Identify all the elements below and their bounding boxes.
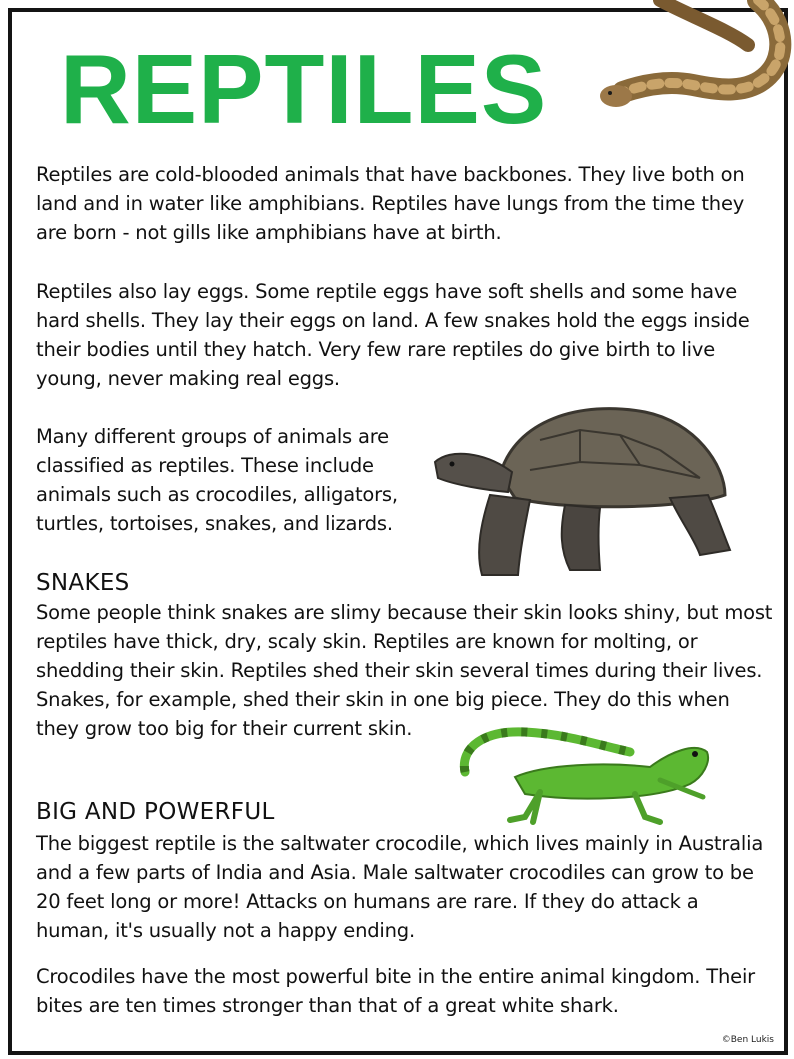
snakes-paragraph: Some people think snakes are slimy because their skin looks shiny, but most reptiles have thick, dry, scaly skin. Reptiles are known for molting, or shedding their skin. Reptiles shed their skin several times during their lives. Snakes, for example, shed their skin in one big piece. They do this when they grow too big for their current skin. [36, 601, 773, 740]
intro-paragraph: Reptiles are cold-blooded animals that have backbones. They live both on land and in water like amphibians. Reptiles have lungs from the time they are born - not gills like amphibians have at birth. [36, 163, 745, 244]
snake-illustration [598, 0, 788, 120]
tortoise-illustration [430, 400, 740, 580]
groups-paragraph: Many different groups of animals are classified as reptiles. These include animals such as crocodiles, alligators, turtles, tortoises, snakes, and lizards. [36, 425, 398, 535]
snakes-heading: SNAKES [36, 570, 130, 596]
copyright-credit: ©Ben Lukis [721, 1035, 774, 1045]
lizard-illustration [455, 722, 715, 837]
eggs-paragraph: Reptiles also lay eggs. Some reptile eggs have soft shells and some have hard shells. They lay their eggs on land. A few snakes hold the eggs inside their bodies until they hatch. Very few rare reptiles do give birth to live young, never making real eggs. [36, 280, 750, 390]
page-title: REPTILES [60, 34, 548, 144]
big-powerful-heading: BIG AND POWERFUL [36, 799, 275, 825]
crocodile-bite-paragraph: Crocodiles have the most powerful bite in the entire animal kingdom. Their bites are ten times stronger than that of a great white shark. [36, 965, 755, 1017]
big-powerful-paragraph: The biggest reptile is the saltwater crocodile, which lives mainly in Australia and a few parts of India and Asia. Male saltwater crocodiles can grow to be 20 feet long or more! Attacks on humans are rare. If they do attack a human, it's usually not a happy ending. [36, 832, 764, 942]
